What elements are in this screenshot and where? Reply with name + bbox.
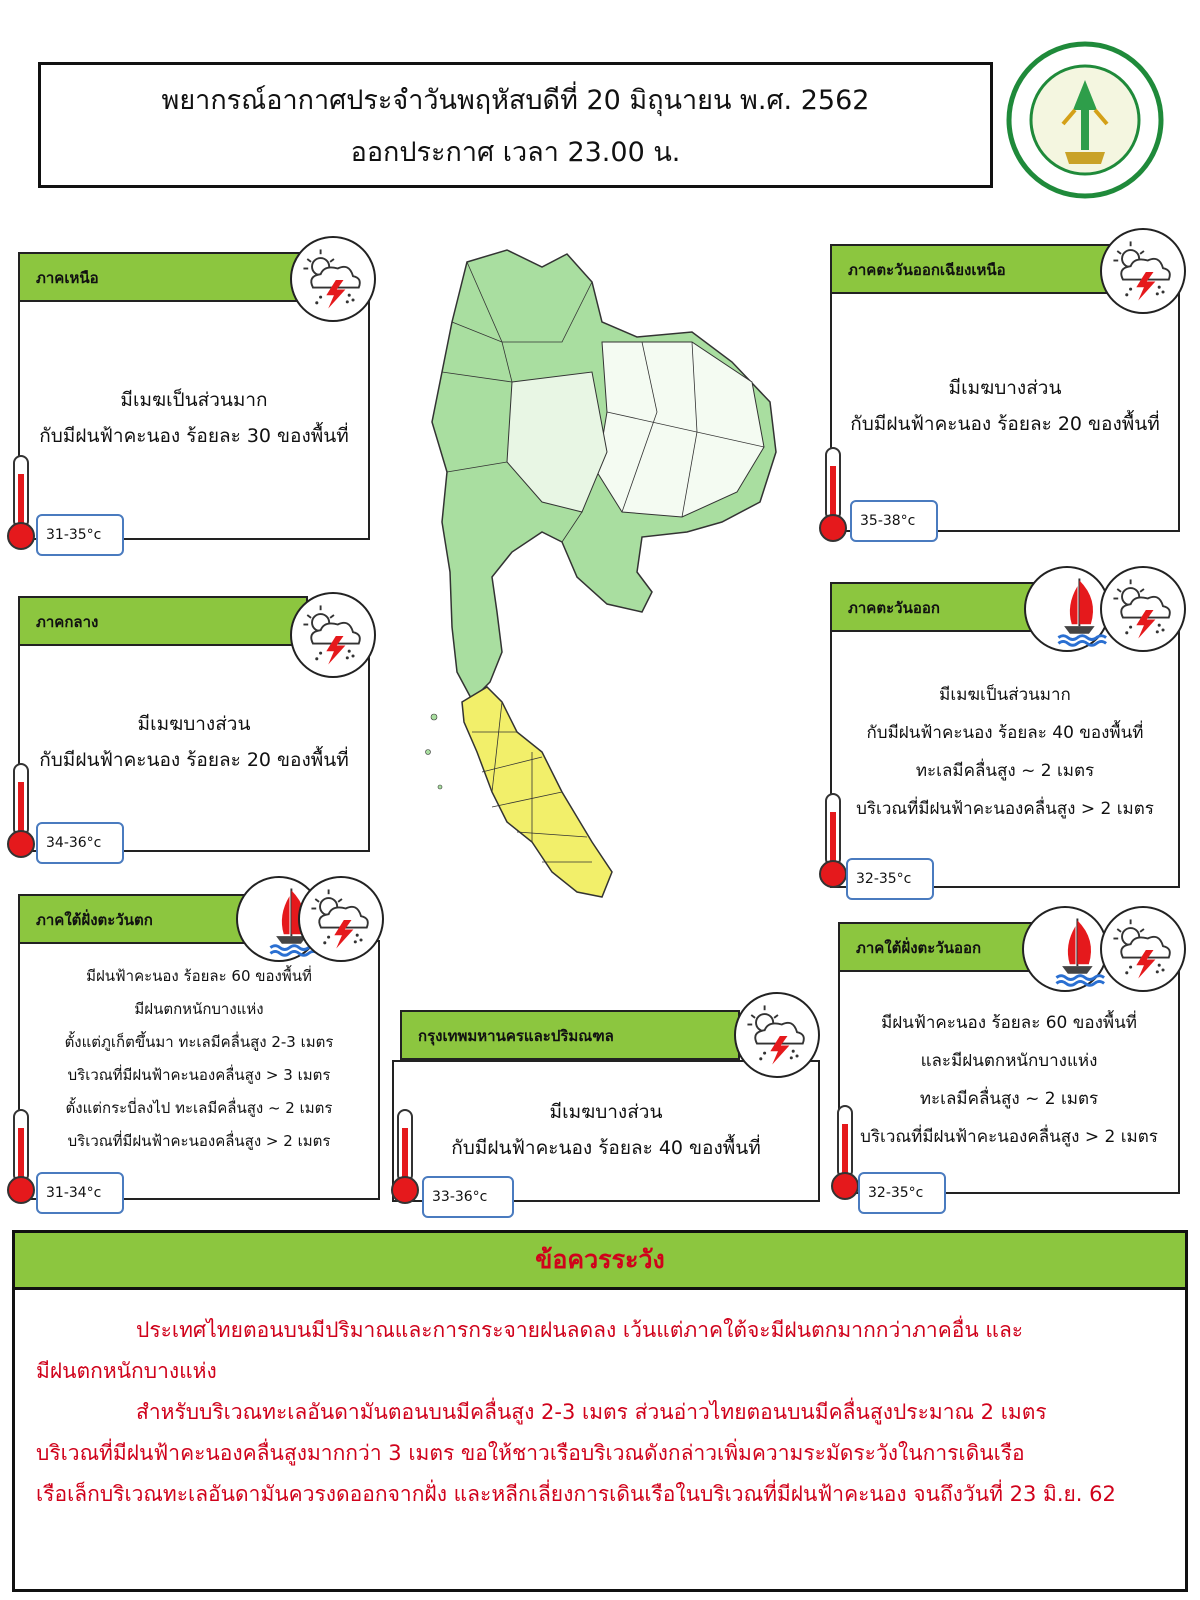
- meteorological-department-logo: [1005, 40, 1165, 200]
- cloud-sun-thunderstorm-icon: [1100, 566, 1186, 652]
- forecast-issue-time: ออกประกาศ เวลา 23.00 น.: [350, 137, 681, 168]
- warning-text: [36, 1310, 1166, 1515]
- thailand-map: [392, 232, 792, 922]
- cloud-sun-thunderstorm-icon: [1100, 906, 1186, 992]
- thermometer-icon: [816, 790, 850, 890]
- temperature-south-west: 31-34°c: [36, 1172, 124, 1214]
- warning-p1a: ประเทศไทยตอนบนมีปริมาณและการกระจายฝนลดลง เว้นแต่ภาคใต้จะมีฝนตกมากกว่าภาคอื่น และ: [136, 1318, 1024, 1342]
- warning-title: ข้อควรระวัง: [12, 1230, 1188, 1290]
- thermometer-icon: [828, 1102, 862, 1202]
- region-title-north: ภาคเหนือ: [18, 252, 308, 302]
- cloud-sun-thunderstorm-icon: [1100, 228, 1186, 314]
- thermometer-icon: [388, 1106, 422, 1206]
- region-forecast-east: มีเมฆเป็นส่วนมาก กับมีฝนฟ้าคะนอง ร้อยละ 40 ของพื้นที่ ทะเลมีคลื่นสูง ~ 2 เมตร บริเวณที่มีฝนฟ้าคะนองคลื่นสูง > 2 เมตร: [856, 685, 1154, 819]
- region-title-northeast: ภาคตะวันออกเฉียงเหนือ: [830, 244, 1120, 294]
- warning-p2b: บริเวณที่มีฝนฟ้าคะนองคลื่นสูงมากกว่า 3 เมตร ขอให้ชาวเรือบริเวณดังกล่าวเพิ่มความระมัดระวังในการเดินเรือ: [36, 1441, 1025, 1465]
- temperature-bangkok: 33-36°c: [422, 1176, 514, 1218]
- thermometer-icon: [4, 452, 38, 552]
- region-forecast-south-west: มีฝนฟ้าคะนอง ร้อยละ 60 ของพื้นที่ มีฝนตกหนักบางแห่ง ตั้งแต่ภูเก็ตขึ้นมา ทะเลมีคลื่นสูง 2-3 เมตร บริเวณที่มีฝนฟ้าคะนองคลื่นสูง > 3 เมตร ตั้งแต่กระบี่ลงไป ทะเลมีคลื่นสูง ~ 2 เมตร บริเวณที่มีฝนฟ้าคะนองคลื่นสูง > 2 เมตร: [64, 967, 334, 1150]
- region-forecast-bangkok: มีเมฆบางส่วน กับมีฝนฟ้าคะนอง ร้อยละ 40 ของพื้นที่: [451, 1101, 761, 1159]
- temperature-central: 34-36°c: [36, 822, 124, 864]
- region-forecast-northeast: มีเมฆบางส่วน กับมีฝนฟ้าคะนอง ร้อยละ 20 ของพื้นที่: [850, 377, 1160, 435]
- cloud-sun-thunderstorm-icon: [298, 876, 384, 962]
- temperature-east: 32-35°c: [846, 858, 934, 900]
- region-title-south-east: ภาคใต้ฝั่งตะวันออก: [838, 922, 1048, 972]
- warning-p1b: มีฝนตกหนักบางแห่ง: [36, 1359, 217, 1383]
- forecast-header: [38, 62, 993, 188]
- thermometer-icon: [4, 1106, 38, 1206]
- region-title-central: ภาคกลาง: [18, 596, 308, 646]
- region-title-bangkok: กรุงเทพมหานครและปริมณฑล: [400, 1010, 740, 1060]
- forecast-title: พยากรณ์อากาศประจำวันพฤหัสบดีที่ 20 มิถุนายน พ.ศ. 2562: [161, 85, 870, 116]
- sailboat-waves-icon: [1024, 566, 1110, 652]
- thermometer-icon: [4, 760, 38, 860]
- warning-p2c: เรือเล็กบริเวณทะเลอันดามันควรงดออกจากฝั่ง และหลีกเลี่ยงการเดินเรือในบริเวณที่มีฝนฟ้าคะนอง จนถึงวันที่ 23 มิ.ย. 62: [36, 1482, 1116, 1506]
- temperature-south-east: 32-35°c: [858, 1172, 946, 1214]
- temperature-north: 31-35°c: [36, 514, 124, 556]
- temperature-northeast: 35-38°c: [850, 500, 938, 542]
- sailboat-waves-icon: [1022, 906, 1108, 992]
- region-forecast-north: มีเมฆเป็นส่วนมาก กับมีฝนฟ้าคะนอง ร้อยละ 30 ของพื้นที่: [39, 389, 349, 447]
- region-title-south-west: ภาคใต้ฝั่งตะวันตก: [18, 894, 258, 944]
- warning-p2a: สำหรับบริเวณทะเลอันดามันตอนบนมีคลื่นสูง 2-3 เมตร ส่วนอ่าวไทยตอนบนมีคลื่นสูงประมาณ 2 เมตร: [136, 1400, 1047, 1424]
- cloud-thunderstorm-icon: [734, 992, 820, 1078]
- thermometer-icon: [816, 444, 850, 544]
- cloud-sun-thunderstorm-icon: [290, 236, 376, 322]
- region-forecast-south-east: มีฝนฟ้าคะนอง ร้อยละ 60 ของพื้นที่ และมีฝนตกหนักบางแห่ง ทะเลมีคลื่นสูง ~ 2 เมตร บริเวณที่มีฝนฟ้าคะนองคลื่นสูง > 2 เมตร: [860, 1013, 1158, 1147]
- region-forecast-central: มีเมฆบางส่วน กับมีฝนฟ้าคะนอง ร้อยละ 20 ของพื้นที่: [39, 713, 349, 771]
- region-title-east: ภาคตะวันออก: [830, 582, 1070, 632]
- cloud-sun-thunderstorm-icon: [290, 592, 376, 678]
